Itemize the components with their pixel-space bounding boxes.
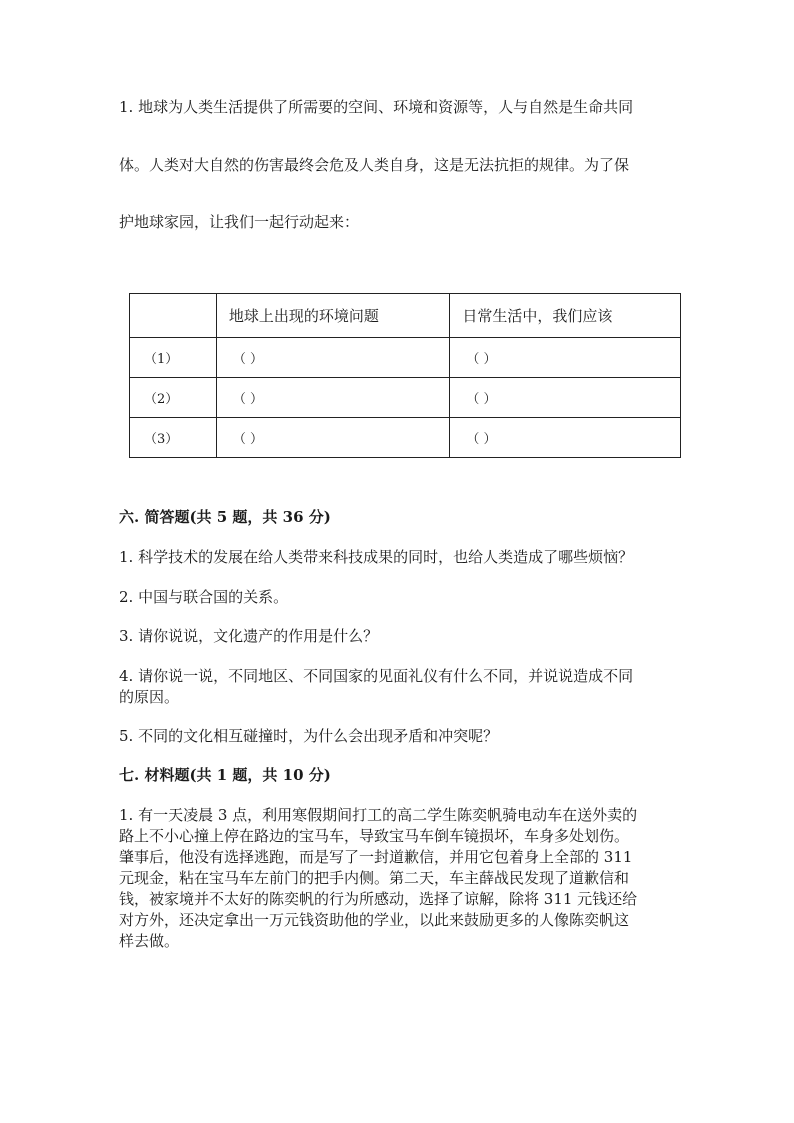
intro-line-2: 体。人类对大自然的伤害最终会危及人类自身，这是无法抗拒的规律。为了保 — [119, 156, 630, 174]
material-line: 肇事后，他没有选择逃跑，而是写了一封道歉信，并用它包着身上全部的 311 — [119, 848, 633, 866]
environment-table — [129, 293, 681, 458]
answer-blank-cell[interactable]: （ ） — [216, 338, 450, 378]
material-line: 元现金，粘在宝马车左前门的把手内侧。第二天，车主薛战民发现了道歉信和 — [119, 869, 630, 887]
material-line: 路上不小心撞上停在路边的宝马车，导致宝马车倒车镜损坏，车身多处划伤。 — [119, 827, 630, 845]
answer-blank-cell[interactable]: （ ） — [450, 338, 681, 378]
answer-blank-cell[interactable]: （ ） — [450, 378, 681, 418]
question-4-line-2: 的原因。 — [119, 688, 180, 706]
intro-line-1: 1. 地球为人类生活提供了所需要的空间、环境和资源等，人与自然是生命共同 — [119, 98, 634, 116]
answer-blank-cell[interactable]: （ ） — [216, 378, 450, 418]
answer-blank-cell[interactable]: （ ） — [216, 418, 450, 458]
material-line: 1. 有一天凌晨 3 点，利用寒假期间打工的高二学生陈奕帆骑电动车在送外卖的 — [119, 806, 638, 824]
table-header-cell: 日常生活中，我们应该 — [450, 294, 681, 338]
question-4-line-1: 4. 请你说一说，不同地区、不同国家的见面礼仪有什么不同，并说说造成不同 — [119, 667, 634, 685]
material-line: 样去做。 — [119, 932, 180, 950]
section-7-heading: 七. 材料题(共 1 题，共 10 分) — [119, 766, 331, 784]
table-header-cell: 地球上出现的环境问题 — [216, 294, 450, 338]
question-1: 1. 科学技术的发展在给人类带来科技成果的同时，也给人类造成了哪些烦恼？ — [119, 548, 634, 566]
question-3: 3. 请你说说，文化遗产的作用是什么？ — [119, 627, 379, 645]
row-number-cell: （1） — [130, 338, 217, 378]
table-row — [130, 338, 681, 378]
row-number-cell: （3） — [130, 418, 217, 458]
intro-line-3: 护地球家园，让我们一起行动起来： — [119, 213, 360, 231]
section-6-heading: 六. 简答题(共 5 题，共 36 分) — [119, 508, 331, 526]
material-line: 对方外，还决定拿出一万元钱资助他的学业，以此来鼓励更多的人像陈奕帆这 — [119, 911, 630, 929]
answer-blank-cell[interactable]: （ ） — [450, 418, 681, 458]
table-row — [130, 418, 681, 458]
question-5: 5. 不同的文化相互碰撞时，为什么会出现矛盾和冲突呢？ — [119, 727, 499, 745]
table-row — [130, 378, 681, 418]
question-2: 2. 中国与联合国的关系。 — [119, 588, 289, 606]
material-line: 钱，被家境并不太好的陈奕帆的行为所感动，选择了谅解，除将 311 元钱还给 — [119, 890, 638, 908]
table-header-cell — [130, 294, 217, 338]
row-number-cell: （2） — [130, 378, 217, 418]
table-header-row — [130, 294, 681, 338]
